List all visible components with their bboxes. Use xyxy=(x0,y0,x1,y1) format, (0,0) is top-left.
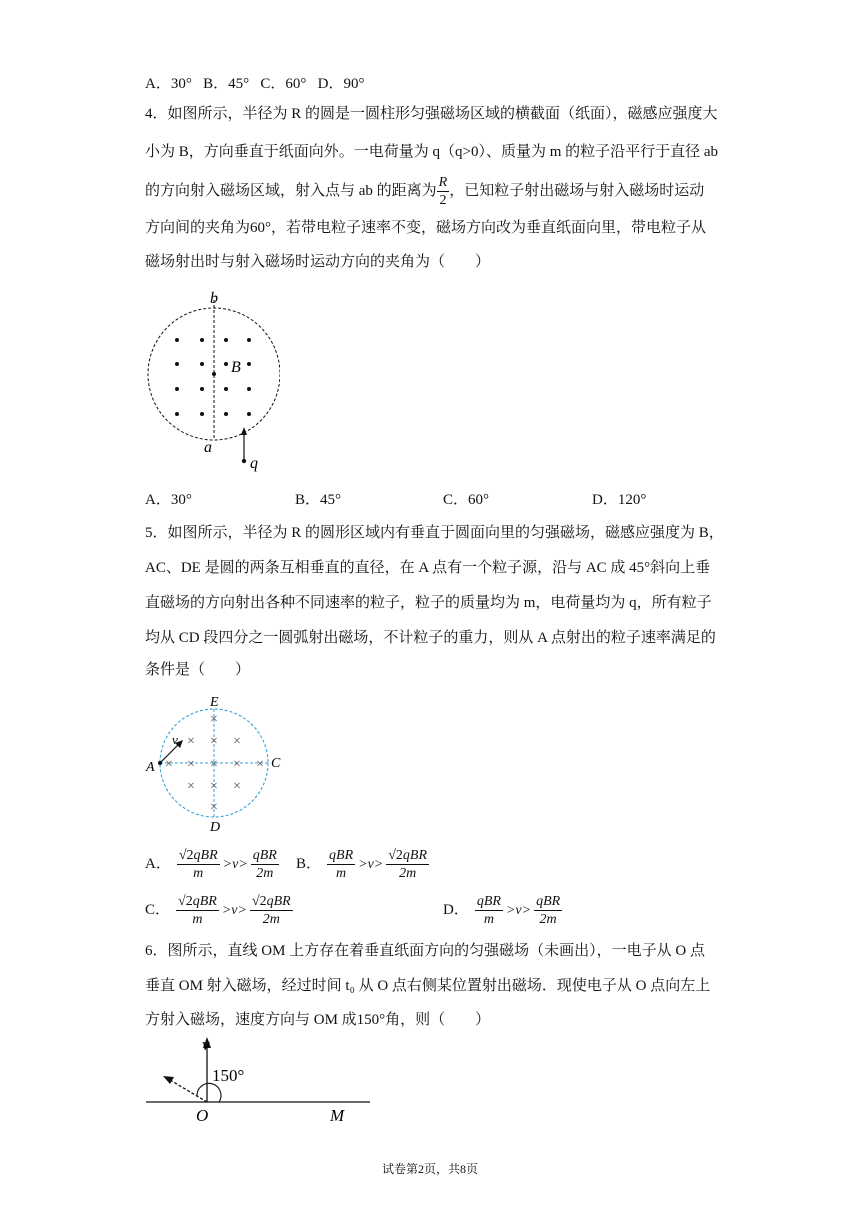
q4-text-line-4: 方向间的夹角为60°，若带电粒子速率不变，磁场方向改为垂直纸面向里，带电粒子从 xyxy=(145,220,707,236)
q6-dashed-arrow-head xyxy=(163,1076,174,1084)
svg-text:×: × xyxy=(233,779,241,794)
q5-option-b-left-fraction: $\frac{\text{qBR}}{m}$ xyxy=(329,848,354,882)
svg-text:×: × xyxy=(233,734,241,749)
q5-option-b-relation: >v> xyxy=(358,856,384,872)
svg-text:×: × xyxy=(256,757,264,772)
q5-text-line-2: AC、DE 是圆的两条互相垂直的直径，在 A 点有一个粒子源，沿与 AC 成 45°斜向上垂 xyxy=(145,560,711,576)
q5-label-E: E xyxy=(210,695,219,710)
q6-text-line-3: 方射入磁场，速度方向与 OM 成150°角，则（ ） xyxy=(145,1012,491,1028)
q4-option-d: D．120° xyxy=(592,492,647,508)
q6-angle-arc xyxy=(197,1083,221,1102)
q4-magnetic-field-figure xyxy=(140,288,280,473)
q4-fraction-r-over-2 xyxy=(437,174,450,209)
svg-text:×: × xyxy=(210,734,218,749)
q5-magnetic-field-figure xyxy=(140,690,300,838)
q4-text-line-2: 小为 B，方向垂直于纸面向外。一电荷量为 q（q>0）、质量为 m 的粒子沿平行于直径 ab xyxy=(145,144,719,160)
q5-option-a-label: A． xyxy=(145,856,171,872)
q5-option-a xyxy=(145,844,279,885)
q5-option-c xyxy=(145,890,293,931)
q4-label-q: q xyxy=(250,455,258,472)
page-footer: 试卷第2页，共8页 xyxy=(381,1162,478,1176)
q6-geometry-figure xyxy=(140,1032,380,1128)
svg-text:×: × xyxy=(210,800,218,815)
q3-option-b: B．45° xyxy=(203,76,250,92)
q4-particle-dot xyxy=(242,459,246,463)
q6-label-O: O xyxy=(196,1106,209,1125)
svg-text:×: × xyxy=(233,757,241,772)
q4-text-line-3-post: ，已知粒子射出磁场与射入磁场时运动 xyxy=(449,183,705,199)
q4-text-line-3 xyxy=(145,171,704,211)
svg-text:×: × xyxy=(210,779,218,794)
q4-option-b: B．45° xyxy=(295,492,342,508)
q4-option-a: A．30° xyxy=(145,492,192,508)
q6-label-angle: 150° xyxy=(212,1066,245,1085)
q3-option-a: A．30° xyxy=(145,76,192,92)
q4-option-c: C．60° xyxy=(443,492,490,508)
q5-text-line-3: 直磁场的方向射出各种不同速率的粒子，粒子的质量均为 m，电荷量均为 q，所有粒子 xyxy=(145,595,712,611)
q5-option-c-label: C． xyxy=(145,902,171,918)
q3-option-d: D．90° xyxy=(317,76,365,92)
q6-dashed-velocity-arrow xyxy=(170,1080,207,1102)
q4-label-b: b xyxy=(210,290,218,307)
q5-option-b-right-fraction: $\frac{\text{√2qBR}}{2m}$ xyxy=(388,848,428,882)
q5-option-a-left-fraction: $\frac{\text{√2qBR}}{m}$ xyxy=(178,848,218,882)
q5-label-v: v xyxy=(172,732,178,747)
svg-text:×: × xyxy=(165,757,173,772)
q5-option-d-relation: >v> xyxy=(505,902,532,918)
svg-text:×: × xyxy=(210,712,218,727)
q5-label-D: D xyxy=(210,820,221,835)
q4-label-a: a xyxy=(204,439,212,456)
q5-option-c-left-fraction: $\frac{\text{√2qBR}}{m}$ xyxy=(178,894,217,928)
q5-text-line-4: 均从 CD 段四分之一圆弧射出磁场，不计粒子的重力，则从 A 点射出的粒子速率满足的 xyxy=(145,630,716,646)
q5-option-c-relation: >v> xyxy=(221,902,247,918)
q6-text-line-1: 6．图所示，直线 OM 上方存在着垂直纸面方向的匀强磁场（未画出），一电子从 O 点 xyxy=(145,943,706,959)
q3-options xyxy=(145,74,364,94)
q5-option-a-right-fraction: $\frac{\text{qBR}}{2m}$ xyxy=(252,848,277,882)
q5-option-d-right-fraction: $\frac{\text{qBR}}{2m}$ xyxy=(536,894,561,928)
svg-text:×: × xyxy=(187,734,195,749)
q5-text-line-1: 5．如图所示，半径为 R 的圆形区域内有垂直于圆面向里的匀强磁场，磁感应强度为 B， xyxy=(145,525,724,541)
svg-text:×: × xyxy=(187,757,195,772)
q5-text-line-5: 条件是（ ） xyxy=(145,662,251,678)
q5-option-d-left-fraction: $\frac{\text{qBR}}{m}$ xyxy=(476,894,501,928)
svg-text:×: × xyxy=(187,779,195,794)
q5-field-crosses xyxy=(165,712,264,815)
q5-option-d xyxy=(443,890,562,931)
q4-text-line-5: 磁场射出时与射入磁场时运动方向的夹角为（ ） xyxy=(145,254,491,270)
q4-fraction-denominator: 2 xyxy=(439,193,447,209)
q3-option-c: C．60° xyxy=(260,76,307,92)
q5-option-b xyxy=(296,844,429,885)
q5-option-c-right-fraction: $\frac{\text{√2qBR}}{2m}$ xyxy=(251,894,291,928)
q5-option-d-label: D． xyxy=(443,902,469,918)
q6-label-v: v xyxy=(202,1035,210,1054)
q4-field-dots xyxy=(175,338,251,416)
q4-text-line-1: 4．如图所示，半径为 R 的圆是一圆柱形匀强磁场区域的横截面（纸面），磁感应强度大 xyxy=(145,106,718,122)
q6-text-line-2: 垂直 OM 射入磁场，经过时间 t₀ 从 O 点右侧某位置射出磁场．现使电子从 O 点向左上 xyxy=(145,978,711,994)
svg-text:×: × xyxy=(210,757,218,772)
q5-option-b-label: B． xyxy=(296,856,322,872)
q4-fraction-numerator: R xyxy=(438,175,448,191)
q5-label-A: A xyxy=(146,760,155,775)
q6-label-M: M xyxy=(330,1106,345,1125)
q4-arrow-head xyxy=(241,427,247,435)
q5-label-C: C xyxy=(271,756,281,771)
q4-text-line-3-pre: 的方向射入磁场区域，射入点与 ab 的距离为 xyxy=(145,183,437,199)
q4-label-B: B xyxy=(231,359,241,376)
q5-option-a-relation: >v> xyxy=(222,856,248,872)
